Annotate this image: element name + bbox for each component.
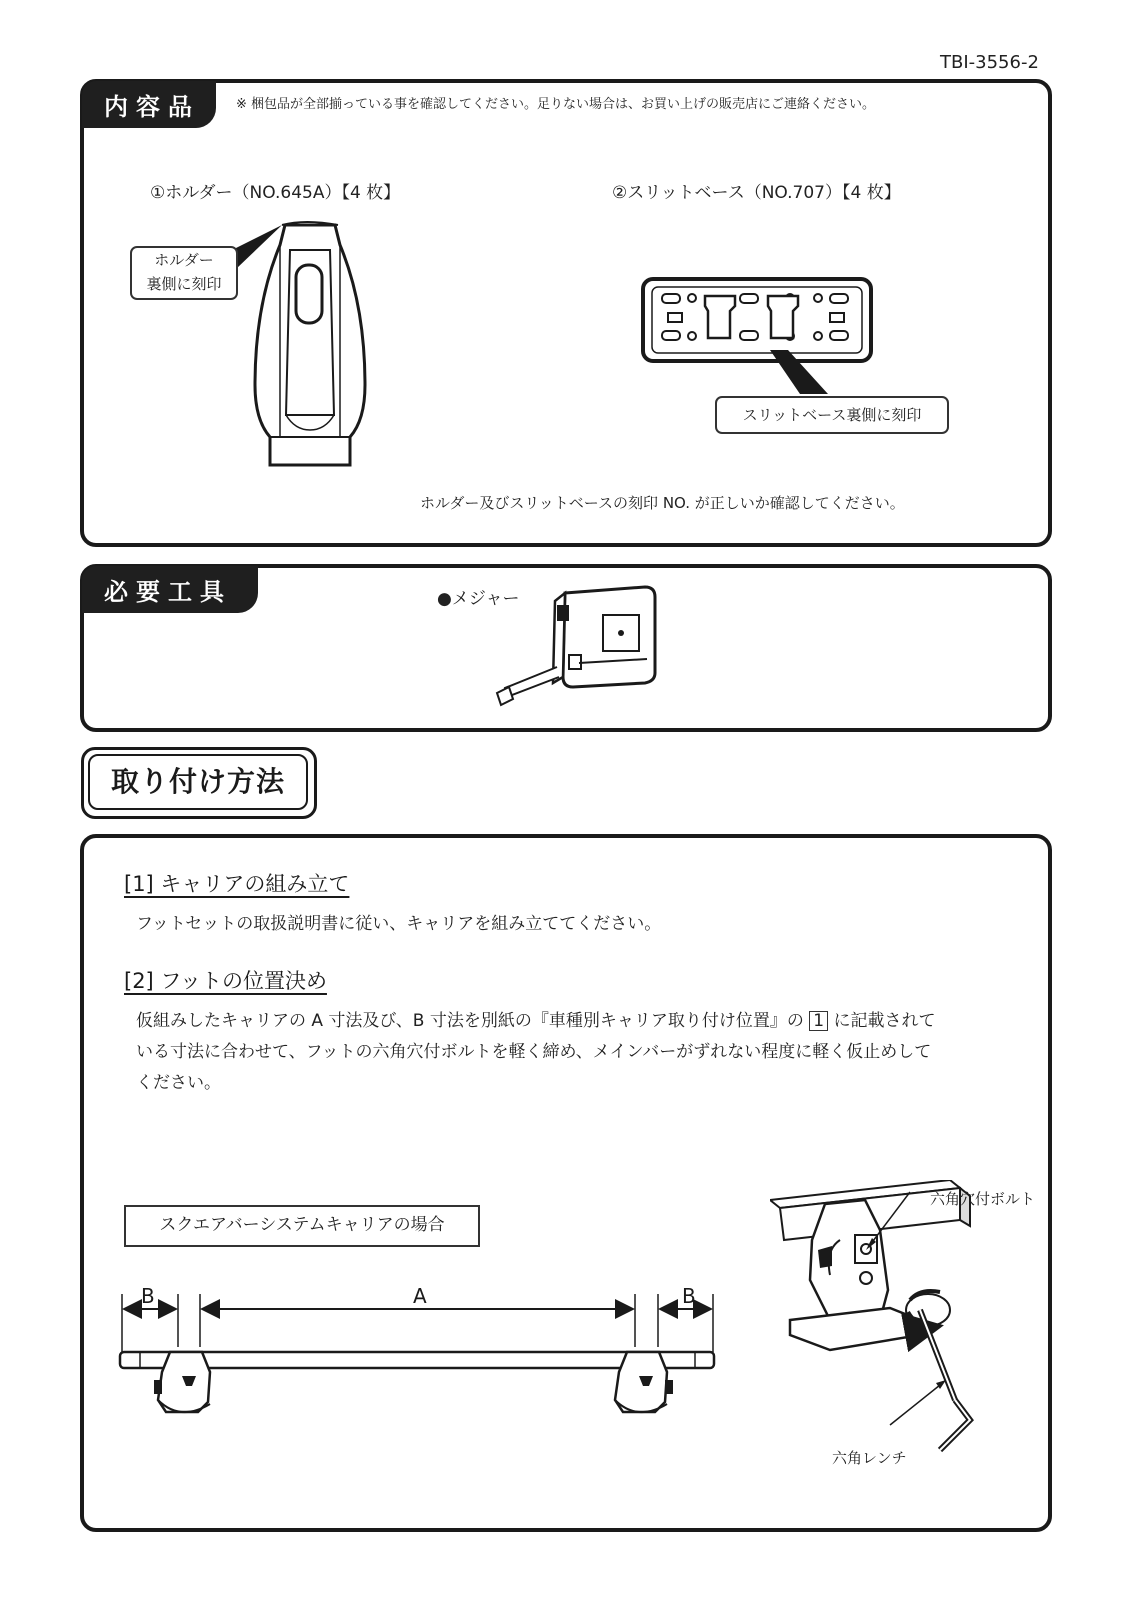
slitbase-callout: スリットベース裏側に刻印: [715, 396, 949, 434]
confirm-note: ホルダー及びスリットベースの刻印 NO. が正しいか確認してください。: [420, 494, 905, 512]
dim-b-right-label: B: [682, 1284, 696, 1308]
system-label-box: スクエアバーシステムキャリアの場合: [124, 1205, 480, 1247]
dim-b-left-label: B: [141, 1284, 155, 1308]
document-number: TBI-3556-2: [940, 52, 1039, 73]
item-holder-label: ①ホルダー（NO.645A）【4 枚】: [150, 183, 401, 203]
step2-line2: いる寸法に合わせて、フットの六角穴付ボルトを軽く締め、メインバーがずれない程度に軽く仮止めして: [136, 1042, 932, 1062]
hex-wrench-label: 六角レンチ: [832, 1449, 907, 1467]
contents-box: [80, 79, 1052, 547]
step2-text: [136, 1006, 1036, 1099]
holder-callout-line1: ホルダー: [154, 251, 214, 269]
step2-line3: ください。: [136, 1073, 221, 1093]
foot-bolt-illustration: [770, 1180, 1040, 1480]
step2-title: [2] フットの位置決め: [124, 969, 327, 993]
holder-callout: [130, 246, 238, 300]
tools-item-tape-measure: ●メジャー: [437, 589, 520, 609]
dim-a-label: A: [413, 1284, 427, 1308]
step2-boxed-number: 1: [809, 1011, 828, 1031]
slitbase-illustration: [640, 276, 880, 366]
step2-line1: [136, 1006, 1036, 1037]
step1-title: [1] キャリアの組み立て: [124, 872, 350, 896]
tape-measure-icon: [495, 583, 675, 723]
item-slitbase-label: ②スリットベース（NO.707）【4 枚】: [612, 183, 901, 203]
hex-bolt-label: 六角穴付ボルト: [930, 1190, 1036, 1208]
step2-line1-a: 仮組みしたキャリアの A 寸法及び、B 寸法を別紙の『車種別キャリア取り付け位置』の: [136, 1011, 804, 1031]
holder-callout-line2: 裏側に刻印: [146, 275, 222, 293]
install-title: 取り付け方法: [88, 754, 308, 810]
step2-line1-b: に記載されて: [833, 1011, 936, 1031]
contents-tab: 内容品: [82, 81, 216, 128]
step1-text: フットセットの取扱説明書に従い、キャリアを組み立ててください。: [136, 914, 662, 934]
contents-note: ※ 梱包品が全部揃っている事を確認してください。足りない場合は、お買い上げの販売店にご連絡ください。: [236, 97, 876, 112]
tools-tab: 必要工具: [82, 566, 258, 613]
slitbase-pointer-icon: [770, 350, 830, 400]
